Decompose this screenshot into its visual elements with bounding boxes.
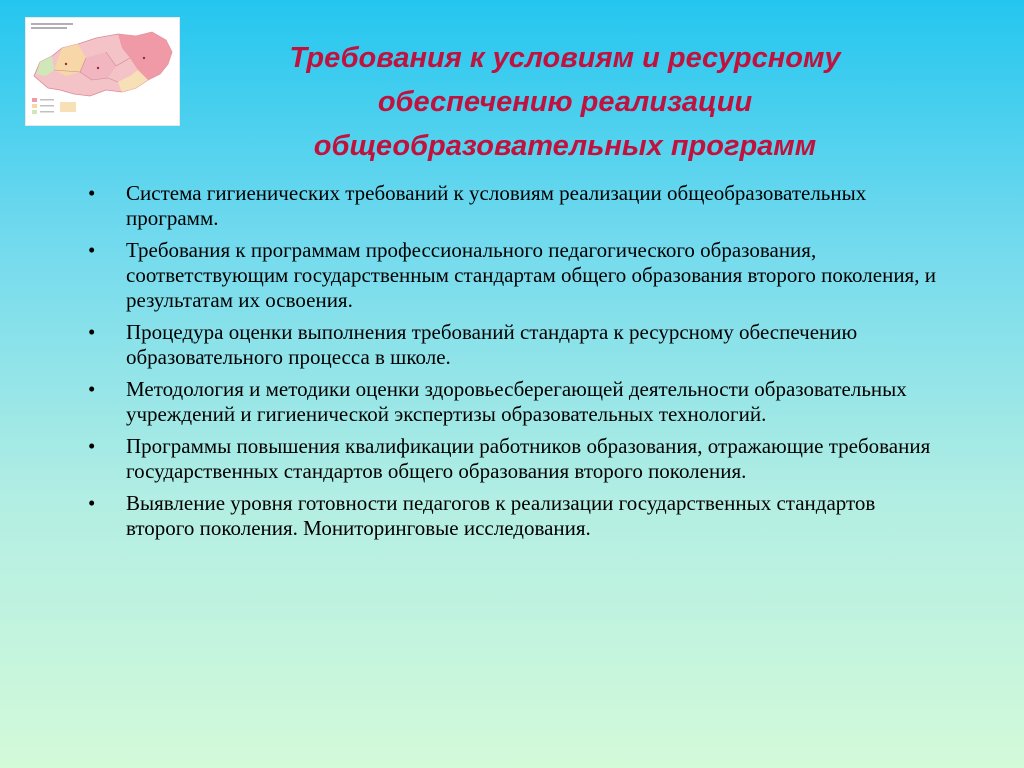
- russia-map-icon: [26, 18, 179, 125]
- bullet-text: Методология и методики оценки здоровьесберегающей деятельности образовательных учреждений и гигиенической экспертизы образовательных технологий.: [126, 377, 907, 426]
- bullet-text: Процедура оценки выполнения требований стандарта к ресурсному обеспечению образовательного процесса в школе.: [126, 320, 858, 369]
- list-item: [88, 377, 938, 427]
- russia-map-image: [25, 17, 180, 126]
- bullet-mark: •: [88, 491, 96, 515]
- list-item: [88, 491, 938, 541]
- list-item: [88, 434, 938, 484]
- bullet-mark: •: [88, 320, 96, 344]
- slide-title: Требования к условиям и ресурсному обеспечению реализации общеобразовательных программ: [289, 42, 841, 162]
- list-item: [88, 238, 938, 313]
- bullet-text: Система гигиенических требований к условиям реализации общеобразовательных программ.: [126, 181, 867, 230]
- bullet-text: Выявление уровня готовности педагогов к реализации государственных стандартов второго поколения. Мониторинговые исследования.: [126, 491, 876, 540]
- bullet-text: Программы повышения квалификации работников образования, отражающие требования государственных стандартов общего образования второго поколения.: [126, 434, 931, 483]
- bullet-text: Требования к программам профессионального педагогического образования, соответствующим государственным стандартам общего образования второго поколения, и результатам их освоения.: [126, 238, 936, 312]
- list-item: [88, 320, 938, 370]
- bullet-mark: •: [88, 238, 96, 262]
- bullet-mark: •: [88, 181, 96, 205]
- bullet-mark: •: [88, 377, 96, 401]
- list-item: [88, 181, 938, 231]
- bullet-list: [88, 181, 938, 548]
- bullet-mark: •: [88, 434, 96, 458]
